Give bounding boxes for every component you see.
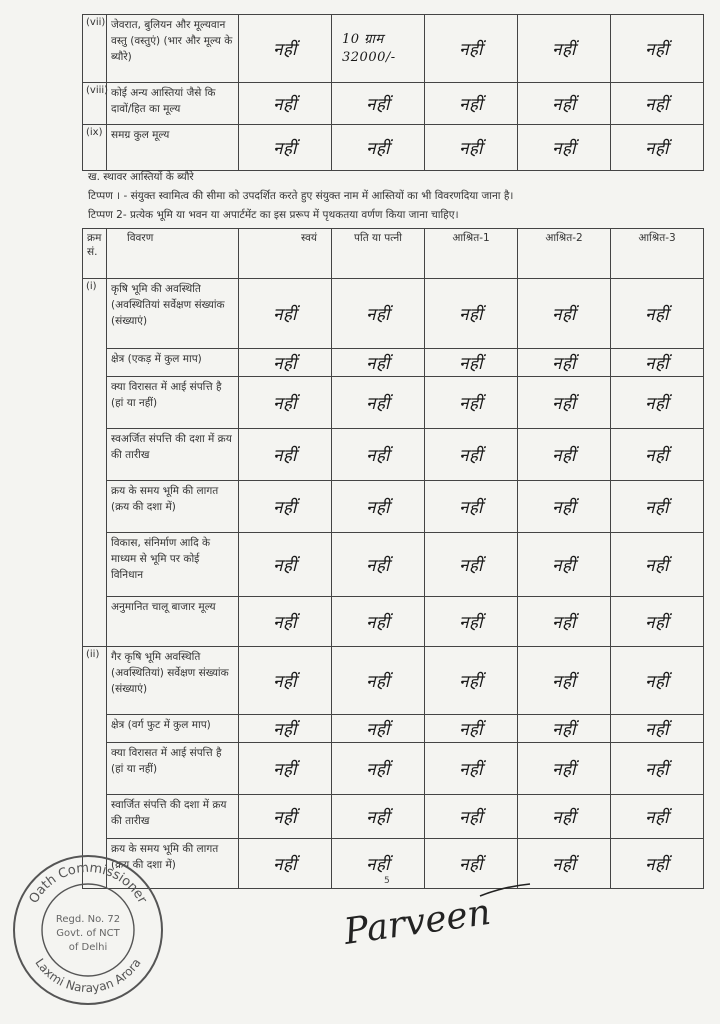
table-row — [83, 597, 704, 647]
seal-delhi: of Delhi — [68, 942, 108, 953]
seal-top-text: Oath Commissioner — [26, 860, 150, 907]
handwritten-value: नहीं — [425, 429, 518, 481]
signature-text: Parveen — [341, 891, 494, 953]
handwritten-value: नहीं — [518, 481, 611, 533]
handwritten-value: नहीं — [239, 349, 332, 377]
handwritten-value: नहीं — [611, 533, 704, 597]
row-label: क्षेत्र (वर्ग फुट में कुल माप) — [107, 715, 239, 743]
handwritten-value: नहीं — [332, 839, 425, 889]
handwritten-value: नहीं — [332, 377, 425, 429]
handwritten-value: नहीं — [518, 279, 611, 349]
row-index: (i) — [83, 279, 107, 647]
col-self: स्वयं — [239, 229, 332, 279]
row-label: जेवरात, बुलियन और मूल्यवान वस्तु (वस्तुएं) (भार और मूल्य के ब्यौरे) — [107, 15, 239, 83]
handwritten-value: नहीं — [518, 125, 611, 171]
handwritten-value: नहीं — [611, 839, 704, 889]
row-label: क्रय के समय भूमि की लागत (क्रय की दशा में) — [107, 481, 239, 533]
handwritten-value: नहीं — [518, 839, 611, 889]
handwritten-value: नहीं — [239, 125, 332, 171]
handwritten-value: नहीं — [518, 349, 611, 377]
handwritten-value: नहीं — [518, 743, 611, 795]
row-label: अनुमानित चालू बाजार मूल्य — [107, 597, 239, 647]
table-row — [83, 743, 704, 795]
row-label: क्षेत्र (एकड़ में कुल माप) — [107, 349, 239, 377]
handwritten-value: नहीं — [332, 125, 425, 171]
row-label: कृषि भूमि की अवस्थिति (अवस्थितियां सर्वेक्षण संख्यांक (संख्याएं) — [107, 279, 239, 349]
col-spouse: पति या पत्नी — [332, 229, 425, 279]
col-description: विवरण — [107, 229, 239, 279]
table-row — [83, 83, 704, 125]
handwritten-value: नहीं — [332, 429, 425, 481]
handwritten-value: नहीं — [425, 83, 518, 125]
table-row — [83, 377, 704, 429]
handwritten-value: नहीं — [518, 647, 611, 715]
immovable-assets-table — [82, 228, 704, 889]
handwritten-value: नहीं — [239, 83, 332, 125]
handwritten-value: नहीं — [518, 15, 611, 83]
handwritten-value: नहीं — [611, 795, 704, 839]
table-row — [83, 15, 704, 83]
handwritten-value: नहीं — [611, 15, 704, 83]
handwritten-value: नहीं — [425, 795, 518, 839]
signature — [340, 872, 540, 962]
handwritten-value: नहीं — [425, 125, 518, 171]
handwritten-value: नहीं — [518, 715, 611, 743]
handwritten-value: नहीं — [332, 83, 425, 125]
handwritten-value: नहीं — [332, 533, 425, 597]
note-1: टिप्पण । - संयुक्त स्वामित्व की सीमा को उपदर्शित करते हुए संयुक्त नाम में आस्तियों का भी विवरणदिया जाना है। — [88, 190, 514, 202]
handwritten-value: नहीं — [611, 715, 704, 743]
handwritten-value: नहीं — [611, 429, 704, 481]
handwritten-value: नहीं — [425, 743, 518, 795]
handwritten-value: नहीं — [239, 533, 332, 597]
handwritten-value: नहीं — [425, 647, 518, 715]
handwritten-value: नहीं — [611, 83, 704, 125]
handwritten-value: नहीं — [611, 279, 704, 349]
handwritten-value: नहीं — [425, 279, 518, 349]
handwritten-value: नहीं — [425, 715, 518, 743]
row-index: (ix) — [83, 125, 107, 171]
handwritten-value: नहीं — [239, 15, 332, 83]
row-label: क्रय के समय भूमि की लागत (क्रय की दशा में) — [107, 839, 239, 889]
handwritten-value: नहीं — [332, 279, 425, 349]
handwritten-value: नहीं — [611, 125, 704, 171]
handwritten-value: नहीं — [518, 83, 611, 125]
row-label: कोई अन्य आस्तियां जैसे कि दावों/हित का मूल्य — [107, 83, 239, 125]
col-dependent-2: आश्रित-2 — [518, 229, 611, 279]
col-serial: क्रम सं. — [83, 229, 107, 279]
seal-reg-no: Regd. No. 72 — [55, 914, 121, 925]
handwritten-value: नहीं — [332, 715, 425, 743]
handwritten-value: नहीं — [611, 377, 704, 429]
row-label: गैर कृषि भूमि अवस्थिति (अवस्थितियां) सर्वेक्षण संख्यांक (संख्याएं) — [107, 647, 239, 715]
handwritten-value: नहीं — [518, 377, 611, 429]
handwritten-value: नहीं — [425, 377, 518, 429]
handwritten-value: नहीं — [332, 481, 425, 533]
section-heading: ख. स्थावर आस्तियों के ब्यौरे — [88, 171, 194, 183]
row-label: क्या विरासत में आई संपत्ति है (हां या नहीं) — [107, 377, 239, 429]
table-row — [83, 429, 704, 481]
handwritten-value: नहीं — [239, 647, 332, 715]
movable-assets-table — [82, 14, 704, 171]
row-index: (ii) — [83, 647, 107, 889]
row-label: स्वअर्जित संपत्ति की दशा में क्रय की तारीख — [107, 429, 239, 481]
handwritten-value: नहीं — [239, 481, 332, 533]
seal-bottom-text: Laxmi Narayan Arora — [32, 955, 144, 996]
handwritten-value: नहीं — [239, 429, 332, 481]
table-row — [83, 481, 704, 533]
row-label: विकास, संनिर्माण आदि के माध्यम से भूमि पर कोई विनिधान — [107, 533, 239, 597]
handwritten-value: नहीं — [611, 349, 704, 377]
handwritten-value: नहीं — [332, 647, 425, 715]
handwritten-value: नहीं — [425, 349, 518, 377]
handwritten-value: नहीं — [332, 743, 425, 795]
handwritten-value: नहीं — [518, 597, 611, 647]
handwritten-value: नहीं — [332, 597, 425, 647]
row-label: क्या विरासत में आई संपत्ति है (हां या नहीं) — [107, 743, 239, 795]
handwritten-value: नहीं — [239, 715, 332, 743]
handwritten-value: नहीं — [239, 839, 332, 889]
table-row — [83, 533, 704, 597]
handwritten-value: नहीं — [425, 15, 518, 83]
handwritten-value: नहीं — [518, 533, 611, 597]
handwritten-value: नहीं — [518, 429, 611, 481]
handwritten-value: नहीं — [239, 743, 332, 795]
handwritten-value: नहीं — [425, 481, 518, 533]
table-row — [83, 279, 704, 349]
col-dependent-1: आश्रित-1 — [425, 229, 518, 279]
handwritten-value: नहीं — [239, 795, 332, 839]
handwritten-value: नहीं — [332, 349, 425, 377]
handwritten-value: नहीं — [611, 743, 704, 795]
page-number: 5 — [384, 876, 390, 886]
handwritten-value: नहीं — [425, 597, 518, 647]
handwritten-value: 10 ग्राम 32000/- — [332, 15, 425, 83]
handwritten-value: नहीं — [611, 597, 704, 647]
row-index: (viii) — [83, 83, 107, 125]
col-dependent-3: आश्रित-3 — [611, 229, 704, 279]
row-label: स्वार्जित संपत्ति की दशा में क्रय की तारीख — [107, 795, 239, 839]
note-2: टिप्पण 2- प्रत्येक भूमि या भवन या अपार्टमेंट का इस प्ररूप में पृथकतया वर्णण किया जाना चाहिए। — [88, 209, 459, 221]
handwritten-value: नहीं — [239, 597, 332, 647]
handwritten-value: नहीं — [239, 279, 332, 349]
handwritten-value: नहीं — [425, 533, 518, 597]
table-row — [83, 125, 704, 171]
handwritten-value: नहीं — [611, 647, 704, 715]
handwritten-value: नहीं — [518, 795, 611, 839]
table-row — [83, 795, 704, 839]
handwritten-value: नहीं — [239, 377, 332, 429]
handwritten-value: नहीं — [611, 481, 704, 533]
row-index: (vii) — [83, 15, 107, 83]
row-label: समग्र कुल मूल्य — [107, 125, 239, 171]
seal-govt: Govt. of NCT — [56, 928, 120, 939]
oath-commissioner-seal — [8, 850, 168, 1010]
table-row — [83, 647, 704, 715]
table-row — [83, 715, 704, 743]
handwritten-value: नहीं — [332, 795, 425, 839]
handwritten-value: नहीं — [425, 839, 518, 889]
table-row — [83, 349, 704, 377]
